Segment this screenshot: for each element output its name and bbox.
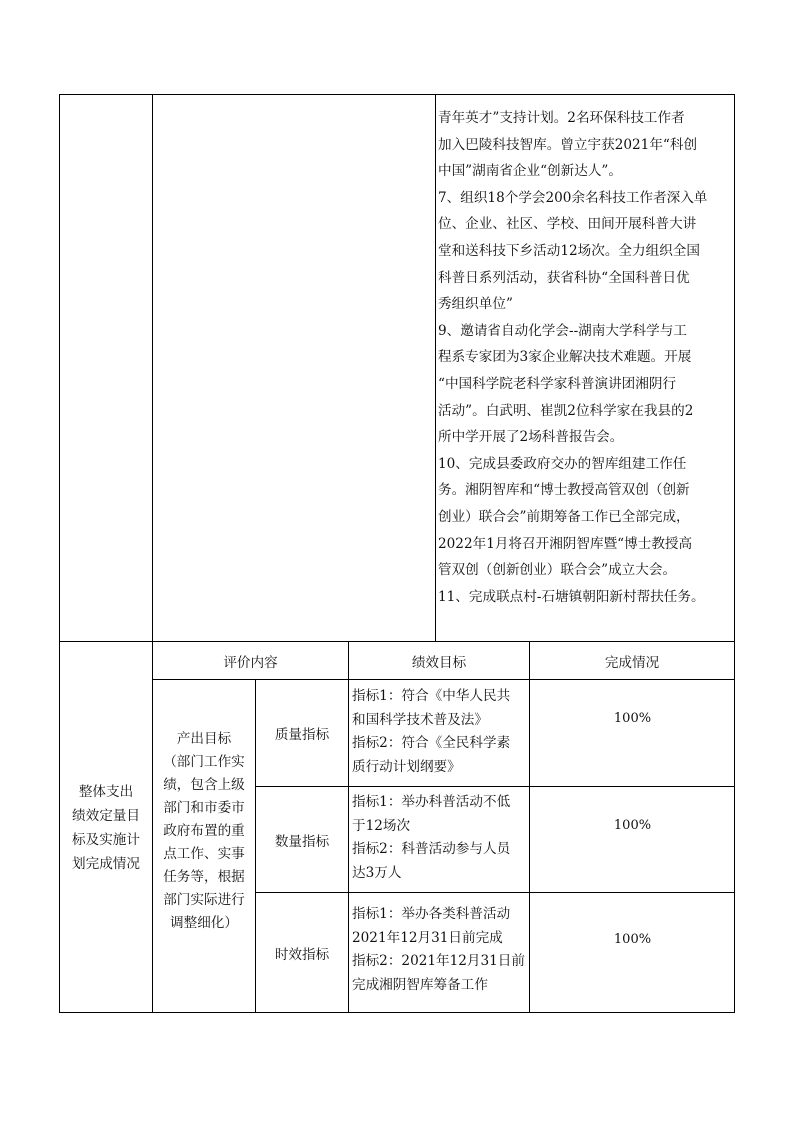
summary-line: 活动”。白武明、崔凯2位科学家在我县的2 bbox=[438, 402, 694, 419]
summary-line: 创业）联合会”前期筹备工作已全部完成， bbox=[438, 508, 690, 525]
summary-line: 秀组织单位” bbox=[438, 296, 513, 313]
summary-line: 9、邀请省自动化学会--湖南大学科学与工 bbox=[438, 322, 687, 339]
summary-line: 中国”湖南省企业“创新达人”。 bbox=[438, 163, 622, 180]
summary-line: 位、企业、社区、学校、田间开展科普大讲 bbox=[438, 216, 697, 233]
table-divider-subheader bbox=[152, 679, 735, 680]
summary-line: 堂和送科技下乡活动12场次。全力组织全国 bbox=[438, 242, 700, 259]
header-evaluation-content: 评价内容 bbox=[223, 654, 278, 671]
summary-line: 7、组织18个学会200余名科技工作者深入单 bbox=[438, 189, 708, 206]
summary-line: 青年英才”支持计划。2名环保科技工作者 bbox=[438, 110, 685, 126]
summary-line: 程系专家团为3家企业解决技术难题。开展 bbox=[438, 349, 692, 366]
summary-line: 务。湘阴智库和“博士教授高管双创（创新 bbox=[438, 482, 690, 499]
table-border-bottom bbox=[59, 1012, 735, 1013]
summary-line: 管双创（创新创业）联合会”成立大会。 bbox=[438, 562, 677, 579]
goal-quality: 指标1：符合《中华人民共 和国科学技术普及法》 指标2：符合《全民科学素 质行动计划纲要》 bbox=[352, 688, 511, 775]
summary-line: 科普日系列活动，获省科协“全国科普日优 bbox=[438, 269, 690, 286]
indicator-timeliness: 时效指标 bbox=[274, 946, 330, 963]
table-border-top bbox=[59, 94, 735, 95]
summary-line: 加入巴陵科技智库。曾立宇获2021年“科创 bbox=[438, 136, 698, 153]
goal-timeliness: 指标1：举办各类科普活动 2021年12月31日前完成 指标2：2021年12月31日前 完成湘阴智库筹备工作 bbox=[352, 906, 525, 993]
summary-line: 11、完成联点村-石塘镇朝阳新村帮扶任务。 bbox=[438, 588, 705, 605]
summary-line: 所中学开展了2场科普报告会。 bbox=[438, 429, 624, 446]
header-performance-target: 绩效目标 bbox=[411, 654, 467, 671]
completion-timeliness: 100% bbox=[613, 932, 652, 947]
indicator-quantity: 数量指标 bbox=[274, 833, 330, 850]
summary-line: 10、完成县委政府交办的智库组建工作任 bbox=[438, 455, 687, 472]
goal-quantity: 指标1：举办科普活动不低 于12场次 指标2：科普活动参与人员 达3万人 bbox=[352, 794, 511, 881]
summary-line: “中国科学院老科学家科普演讲团湘阴行 bbox=[438, 375, 677, 392]
indicator-quality: 质量指标 bbox=[274, 727, 330, 743]
table-col-divider-4 bbox=[348, 641, 349, 1013]
completion-quality: 100% bbox=[613, 711, 652, 726]
summary-line: 2022年1月将召开湘阴智库暨“博士教授高 bbox=[438, 535, 693, 552]
header-completion-status: 完成情况 bbox=[604, 654, 660, 671]
completion-quantity: 100% bbox=[613, 818, 652, 833]
work-summary-text bbox=[438, 105, 738, 610]
section-label: 整体支出 绩效定量目 标及实施计 划完成情况 bbox=[72, 784, 140, 872]
table-col-divider-2 bbox=[435, 94, 436, 641]
output-target-label: 产出目标 （部门工作实 绩，包含上级 部门和市委市 政府布置的重 点工作、实事 任务等，根据 部门实际进行 调整细化） bbox=[163, 731, 245, 931]
